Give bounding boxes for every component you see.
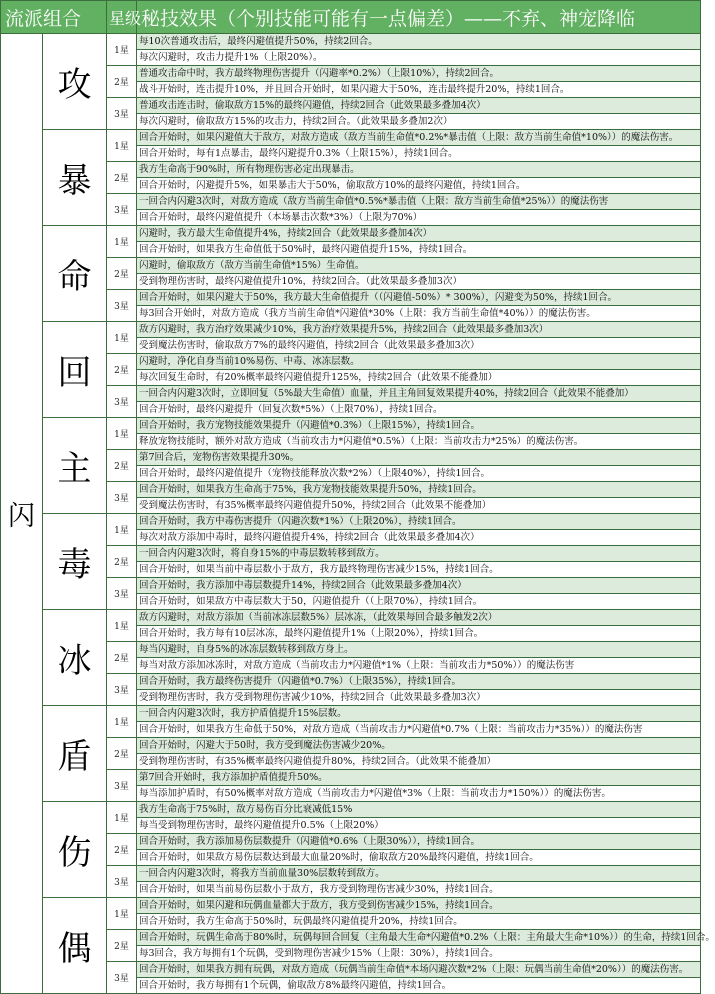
effect-text: 回合开始时，如果我方生命低于50%，对敌方造成（当前攻击力*闪避值*0.7%（上限：当前攻击力*35%））的魔法伤害 [137, 722, 701, 738]
effect-text: 回合开始时，我方添加中毒层数提升14%，持续2回合（此效果最多叠加4次） [137, 578, 701, 594]
effect-text: 回合开始时，如果闪避值大于敌方，对敌方造成（敌方当前生命值*0.2%*暴击值（上限：敌方当前生命值*10%））的魔法伤害。 [137, 130, 701, 146]
star-level: 3星 [107, 386, 137, 418]
effect-text: 回合开始时，我方最终伤害提升（闪避值*0.7%）（上限35%），持续1回合。 [137, 674, 701, 690]
star-level: 2星 [107, 354, 137, 386]
effect-text: 回合开始时，玩偶生命高于80%时，玩偶每回合回复（主角最大生命*闪避值*0.2%（上限：主角最大生命*10%））的生命，持续1回合。 [137, 930, 701, 946]
table-row [1, 130, 701, 146]
header-effect: 秘技效果（个别技能可能有一点偏差）——不弃、神宠降临 [137, 1, 701, 34]
effect-text: 回合开始时，我方生命高于50%时，玩偶最终闪避值提升20%，持续1回合。 [137, 914, 701, 930]
effect-text: 回合开始时，我方中毒伤害提升（闪避次数*1%）（上限20%），持续1回合。 [137, 514, 701, 530]
combo-name: 冰 [43, 610, 107, 706]
combo-name: 毒 [43, 514, 107, 610]
effect-text: 一回合内闪避3次时，对敌方造成（敌方当前生命值*0.5%*暴击值（上限：敌方当前生命值*25%））的魔法伤害 [137, 194, 701, 210]
star-level: 3星 [107, 674, 137, 706]
effect-text: 释放宠物技能时，额外对敌方造成（当前攻击力*闪避值*0.5%）（上限：当前攻击力*25%）的魔法伤害。 [137, 434, 701, 450]
star-level: 2星 [107, 738, 137, 770]
combo-name: 回 [43, 322, 107, 418]
effect-text: 每次闪避时，偷取敌方15%的攻击力，持续2回合。（此效果最多叠加2次） [137, 114, 701, 130]
effect-text: 敌方闪避时，对敌方添加（当前冰冻层数5%）层冰冻，（此效果每回合最多触发2次） [137, 610, 701, 626]
star-level: 2星 [107, 834, 137, 866]
star-level: 2星 [107, 930, 137, 962]
effect-text: 一回合内闪避3次时，立即回复（5%最大生命值）血量，并且主角回复效果提升40%，持续2回合（此效果不能叠加） [137, 386, 701, 402]
star-level: 1星 [107, 322, 137, 354]
header-row [1, 1, 701, 34]
star-level: 2星 [107, 450, 137, 482]
effect-text: 回合开始时，如果当前易伤层数小于敌方，我方受到物理伤害减少30%，持续1回合。 [137, 882, 701, 898]
table-row [1, 706, 701, 722]
effect-text: 每10次普通攻击后，最终闪避值提升50%，持续2回合。 [137, 34, 701, 50]
star-level: 3星 [107, 770, 137, 802]
combo-name: 攻 [43, 34, 107, 130]
effect-text: 受到物理伤害时，有35%概率最终闪避值提升80%，持续2回合。（此效果不能叠加） [137, 754, 701, 770]
effect-text: 回合开始时，我方宠物技能效果提升（闪避值*0.3%）（上限15%），持续1回合。 [137, 418, 701, 434]
effect-text: 我方生命高于90%时，所有物理伤害必定出现暴击。 [137, 162, 701, 178]
effect-text: 回合开始时，最终闪避提升（回复次数*5%）（上限70%），持续1回合。 [137, 402, 701, 418]
star-level: 1星 [107, 610, 137, 642]
effect-text: 敌方闪避时，我方治疗效果减少10%，我方治疗效果提升5%，持续2回合（此效果最多叠加3次） [137, 322, 701, 338]
effect-text: 回合开始时，如果当前中毒层数小于敌方，我方最终物理伤害减少15%，持续1回合。 [137, 562, 701, 578]
effect-text: 回合开始时，我方添加易伤层数提升（闪避值*0.6%（上限30%）），持续1回合。 [137, 834, 701, 850]
effect-text: 回合开始时，如果敌方中毒层数大于50，闪避值提升（（上限70%），持续1回合。 [137, 594, 701, 610]
star-level: 1星 [107, 514, 137, 546]
table-row [1, 802, 701, 818]
header-combo: 流派组合 [1, 1, 107, 34]
effect-text: 每3回合开始时，对敌方造成（我方当前生命值*闪避值*30%（上限：我方当前生命值*40%））的魔法伤害。 [137, 306, 701, 322]
effect-text: 每3回合，我方每拥有1个玩偶，受到物理伤害减少15%（上限：30%），持续1回合。 [137, 946, 701, 962]
table-row [1, 322, 701, 338]
effect-text: 每次回复生命时，有20%概率最终闪避值提升125%，持续2回合（此效果不能叠加） [137, 370, 701, 386]
effect-text: 每当受到物理伤害时，最终闪避值提升0.5%（上限20%） [137, 818, 701, 834]
effect-text: 回合开始时，最终闪避值提升（宠物技能释放次数*2%）（上限40%），持续1回合。 [137, 466, 701, 482]
star-level: 1星 [107, 418, 137, 450]
effect-text: 受到物理伤害时，最终闪避值提升10%，持续2回合。（此效果最多叠加3次） [137, 274, 701, 290]
star-level: 3星 [107, 962, 137, 994]
effect-text: 回合开始时，如果我方拥有玩偶，对敌方造成（玩偶当前生命值*本场闪避次数*2%（上限：玩偶当前生命值*20%））的魔法伤害。 [137, 962, 701, 978]
effect-text: 每当添加护盾时，有50%概率对敌方造成（当前攻击力*闪避值*3%（上限：当前攻击力*150%））的魔法伤害。 [137, 786, 701, 802]
star-level: 2星 [107, 642, 137, 674]
effect-text: 每当对敌方添加冰冻时，对敌方造成（当前攻击力*闪避值*1%（上限：当前攻击力*50%））的魔法伤害 [137, 658, 701, 674]
effect-text: 回合开始时，我方每拥有1个玩偶，偷取敌方8%最终闪避值，持续1回合。 [137, 978, 701, 994]
star-level: 1星 [107, 226, 137, 258]
star-level: 1星 [107, 706, 137, 738]
effect-text: 闪避时，净化自身当前10%易伤、中毒、冰冻层数。 [137, 354, 701, 370]
combo-name: 主 [43, 418, 107, 514]
star-level: 3星 [107, 290, 137, 322]
table-row [1, 418, 701, 434]
effect-text: 我方生命高于75%时，敌方易伤百分比衰减低15% [137, 802, 701, 818]
effect-text: 回合开始时，最终闪避值提升（本场暴击次数*3%）（上限为70%） [137, 210, 701, 226]
star-level: 3星 [107, 194, 137, 226]
effect-text: 第7回合开始时，我方添加护盾值提升50%。 [137, 770, 701, 786]
combo-name: 伤 [43, 802, 107, 898]
effect-text: 一回合内闪避3次时，将自身15%的中毒层数转移到敌方。 [137, 546, 701, 562]
table-row [1, 610, 701, 626]
combo-name: 偶 [43, 898, 107, 994]
star-level: 3星 [107, 866, 137, 898]
star-level: 2星 [107, 162, 137, 194]
star-level: 3星 [107, 482, 137, 514]
star-level: 2星 [107, 546, 137, 578]
effect-text: 回合开始时，如果敌方易伤层数达到最大血量20%时，偷取敌方20%最终闪避值，持续1回合。 [137, 850, 701, 866]
star-level: 3星 [107, 578, 137, 610]
effect-text: 受到魔法伤害时，偷取敌方7%的最终闪避值，持续2回合（此效果最多叠加3次） [137, 338, 701, 354]
effect-text: 每当闪避时，自身5%的冰冻层数转移到敌方身上。 [137, 642, 701, 658]
table-row [1, 898, 701, 914]
effect-text: 回合开始时，如果闪避和玩偶血量都大于敌方，我方受到伤害减少15%，持续1回合。 [137, 898, 701, 914]
effect-text: 战斗开始时，连击提升10%，并且回合开始时，如果闪避大于50%，连击最终提升20%，持续1回合。 [137, 82, 701, 98]
effect-text: 第7回合后，宠物伤害效果提升30%。 [137, 450, 701, 466]
table-body [1, 34, 715, 994]
table-row [1, 226, 701, 242]
star-level: 3星 [107, 98, 137, 130]
effect-text: 回合开始时，如果我方生命高于75%，我方宠物技能效果提升50%，持续1回合。 [137, 482, 701, 498]
effect-text: 回合开始时，闪避提升5%，如果暴击大于50%，偷取敌方10%的最终闪避值，持续1回合。 [137, 178, 701, 194]
star-level: 1星 [107, 898, 137, 930]
star-level: 2星 [107, 66, 137, 98]
effect-text: 一回合内闪避3次时，我方护盾值提升15%层数。 [137, 706, 701, 722]
effect-text: 普通攻击命中时，我方最终物理伤害提升（闪避率*0.2%）（上限10%），持续2回合。 [137, 66, 701, 82]
table-row [1, 514, 701, 530]
effect-text: 每次闪避时，攻击力提升1%（上限20%）。 [137, 50, 701, 66]
combo-name: 盾 [43, 706, 107, 802]
effect-text: 回合开始时，闪避大于50时，我方受到魔法伤害减少20%。 [137, 738, 701, 754]
effect-text: 每次对敌方添加中毒时，最终闪避值提升4%，持续2回合（此效果最多叠加4次） [137, 530, 701, 546]
combo-name: 暴 [43, 130, 107, 226]
effect-text: 闪避时，我方最大生命值提升4%，持续2回合（此效果最多叠加4次） [137, 226, 701, 242]
header-star: 星级 [107, 1, 137, 34]
star-level: 1星 [107, 802, 137, 834]
star-level: 1星 [107, 34, 137, 66]
star-level: 2星 [107, 258, 137, 290]
table-row [1, 34, 701, 50]
effect-text: 回合开始时，我方每有10层冰冻，最终闪避值提升1%（上限20%），持续1回合。 [137, 626, 701, 642]
effect-text: 回合开始时，如果我方生命值低于50%时，最终闪避值提升15%，持续1回合。 [137, 242, 701, 258]
effect-text: 普通攻击连击时，偷取敌方15%的最终闪避值，持续2回合（此效果最多叠加4次） [137, 98, 701, 114]
star-level: 1星 [107, 130, 137, 162]
effect-text: 闪避时，偷取敌方（敌方当前生命值*15%）生命值。 [137, 258, 701, 274]
effect-text: 受到魔法伤害时，有35%概率最终闪避值提升50%，持续2回合（此效果不能叠加） [137, 498, 701, 514]
effect-text: 回合开始时，每有1点暴击，最终闪避提升0.3%（上限15%），持续1回合。 [137, 146, 701, 162]
effect-text: 一回合内闪避3次时，将我方当前血量30%层数转到敌方。 [137, 866, 701, 882]
combo-name: 命 [43, 226, 107, 322]
effect-text: 受到物理伤害时，我方受到物理伤害减少10%，持续2回合（此效果最多叠加3次） [137, 690, 701, 706]
school-name: 闪 [1, 34, 43, 994]
effect-text: 回合开始时，如果闪避大于50%，我方最大生命值提升（（闪避值-50%）* 300%），闪避变为50%，持续1回合。 [137, 290, 701, 306]
